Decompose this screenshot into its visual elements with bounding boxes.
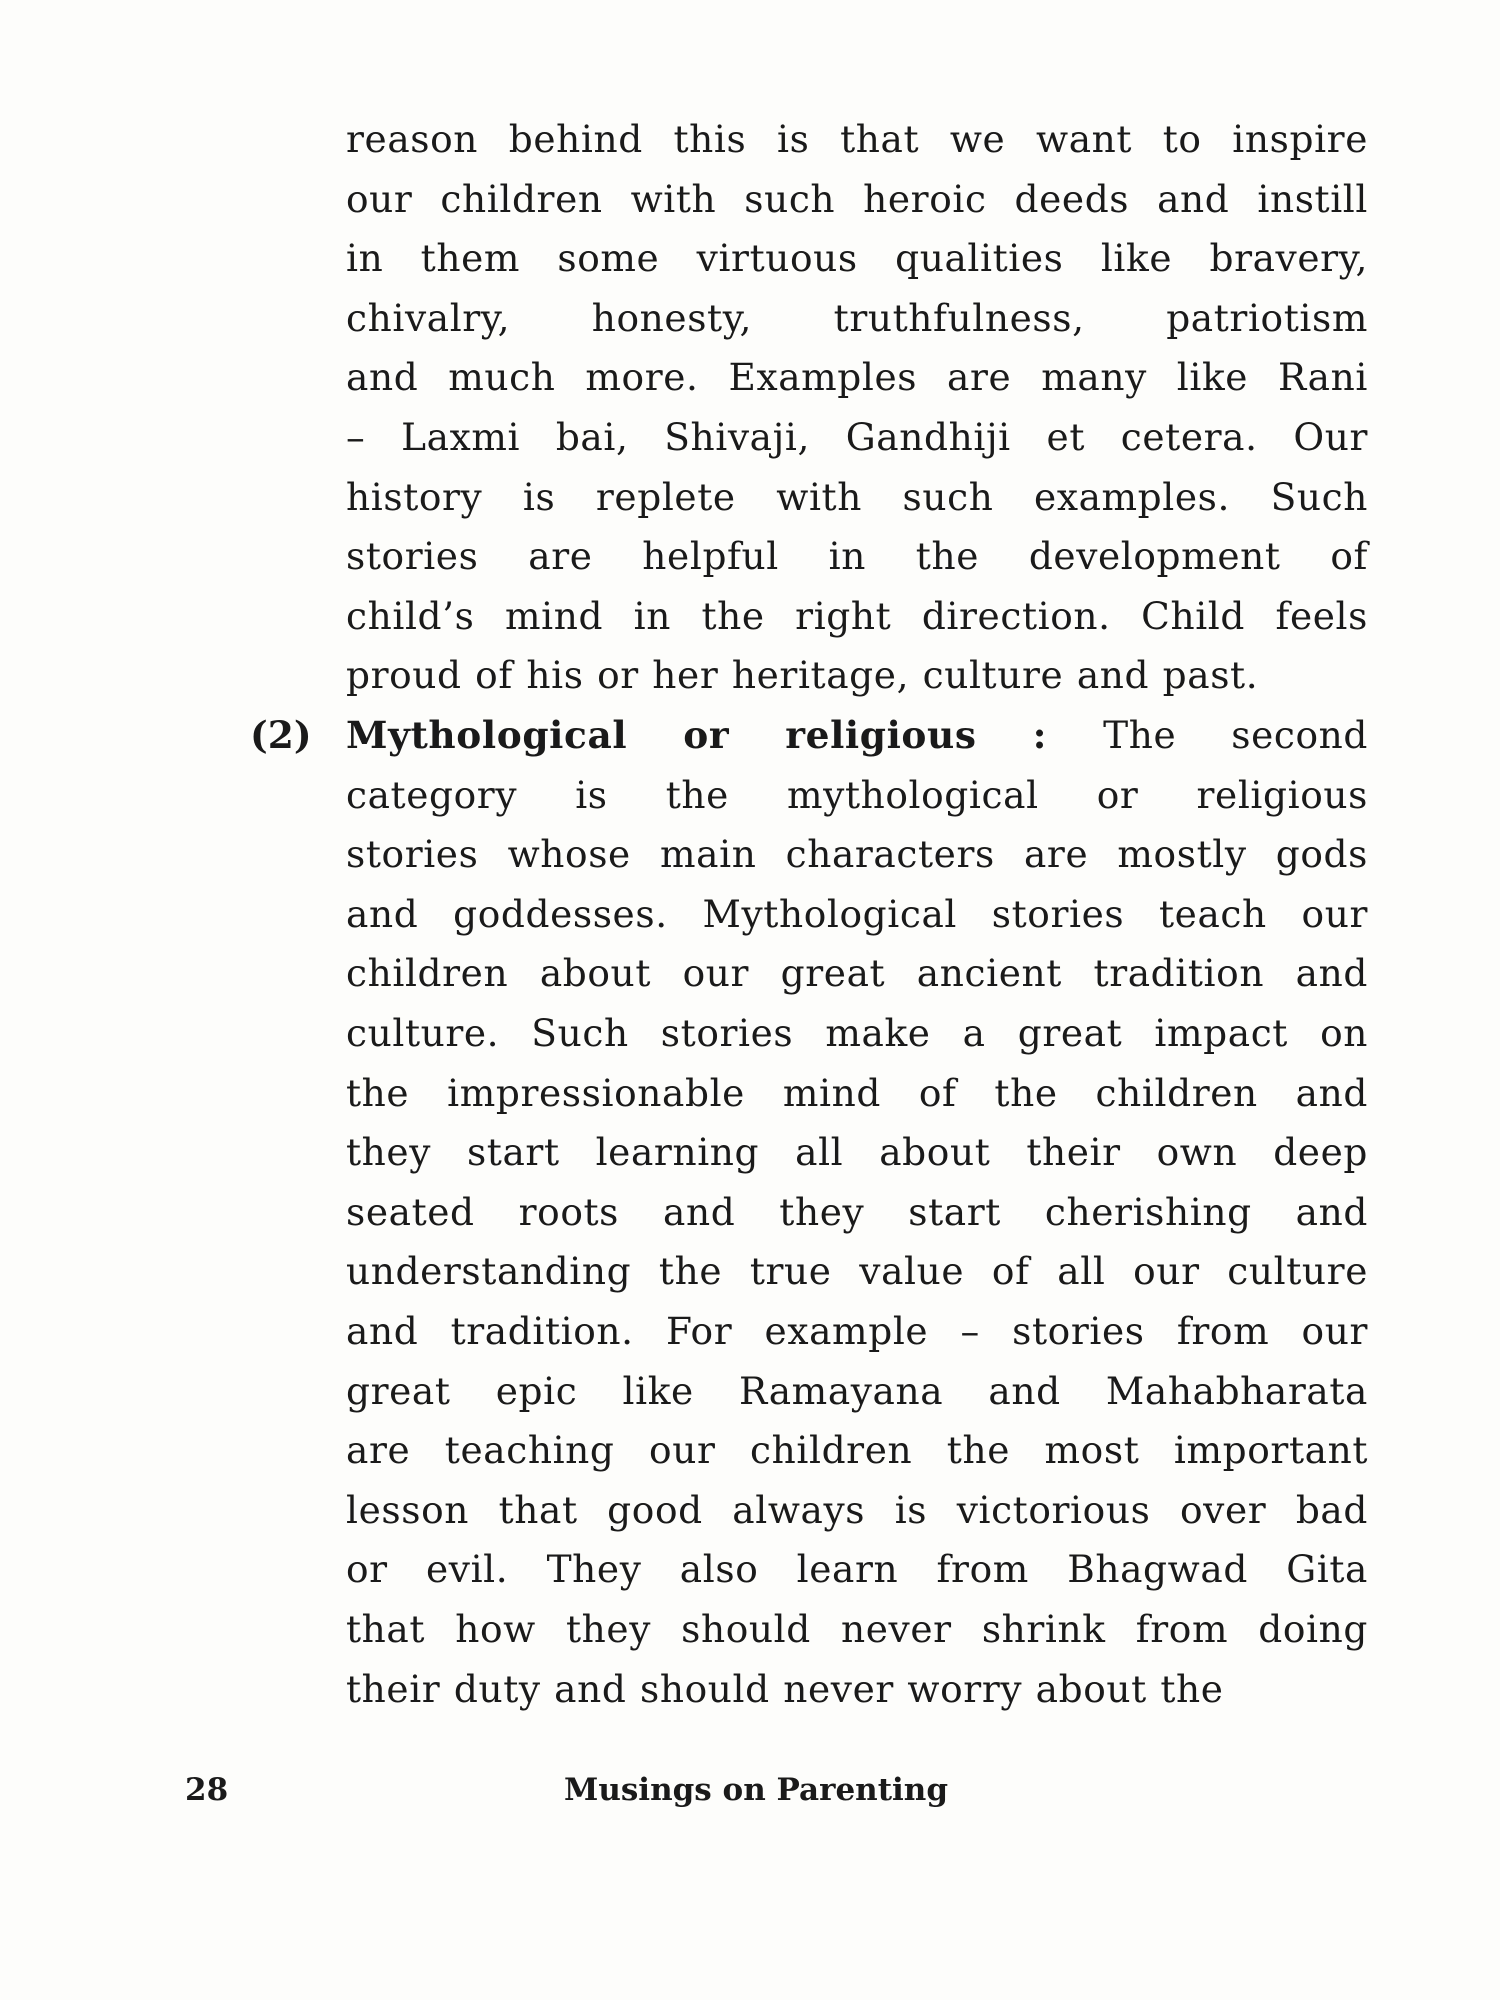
text-line: – Laxmi bai, Shivaji, Gandhiji et cetera. Our xyxy=(346,414,1368,459)
text-line: proud of his or her heritage, culture and past. xyxy=(346,653,1259,698)
text-line: in them some virtuous qualities like bravery, xyxy=(346,236,1368,281)
text-line: are teaching our children the most important xyxy=(346,1428,1368,1473)
text-line: culture. Such stories make a great impact on xyxy=(346,1010,1368,1055)
text-line: stories are helpful in the development of xyxy=(346,534,1368,579)
text-line: they start learning all about their own deep xyxy=(346,1130,1368,1175)
text-line: stories whose main characters are mostly gods xyxy=(346,832,1368,877)
text-line: or evil. They also learn from Bhagwad Gita xyxy=(346,1547,1368,1592)
text-line-with-heading xyxy=(346,706,1368,766)
paragraph-mythological-stories xyxy=(346,706,1368,1719)
running-title: Musings on Parenting xyxy=(564,1772,949,1808)
item-first-line-text: The second xyxy=(1103,713,1368,757)
text-line: and tradition. For example – stories from our xyxy=(346,1308,1368,1353)
text-line: their duty and should never worry about the xyxy=(346,1666,1224,1711)
text-line: and goddesses. Mythological stories teach our xyxy=(346,891,1368,936)
page-number: 28 xyxy=(185,1772,229,1808)
text-line: the impressionable mind of the children and xyxy=(346,1070,1368,1115)
text-line: history is replete with such examples. Such xyxy=(346,474,1368,519)
text-line: our children with such heroic deeds and instill xyxy=(346,176,1368,221)
text-line: great epic like Ramayana and Mahabharata xyxy=(346,1368,1368,1413)
text-line: category is the mythological or religious xyxy=(346,772,1368,817)
text-line: children about our great ancient tradition and xyxy=(346,951,1368,996)
text-line: understanding the true value of all our culture xyxy=(346,1249,1368,1294)
paragraph-heroic-stories xyxy=(346,110,1368,706)
text-line: and much more. Examples are many like Rani xyxy=(346,355,1368,400)
text-line: child’s mind in the right direction. Child feels xyxy=(346,593,1368,638)
text-line: lesson that good always is victorious over bad xyxy=(346,1487,1368,1532)
text-line: seated roots and they start cherishing and xyxy=(346,1189,1368,1234)
item-heading-separator: : xyxy=(976,713,1104,757)
item-heading: Mythological or religious xyxy=(346,713,977,757)
list-item-number: (2) xyxy=(250,713,312,757)
text-line: that how they should never shrink from doing xyxy=(346,1606,1368,1651)
text-line: chivalry, honesty, truthfulness, patriotism xyxy=(346,295,1368,340)
text-line: reason behind this is that we want to inspire xyxy=(346,117,1368,161)
